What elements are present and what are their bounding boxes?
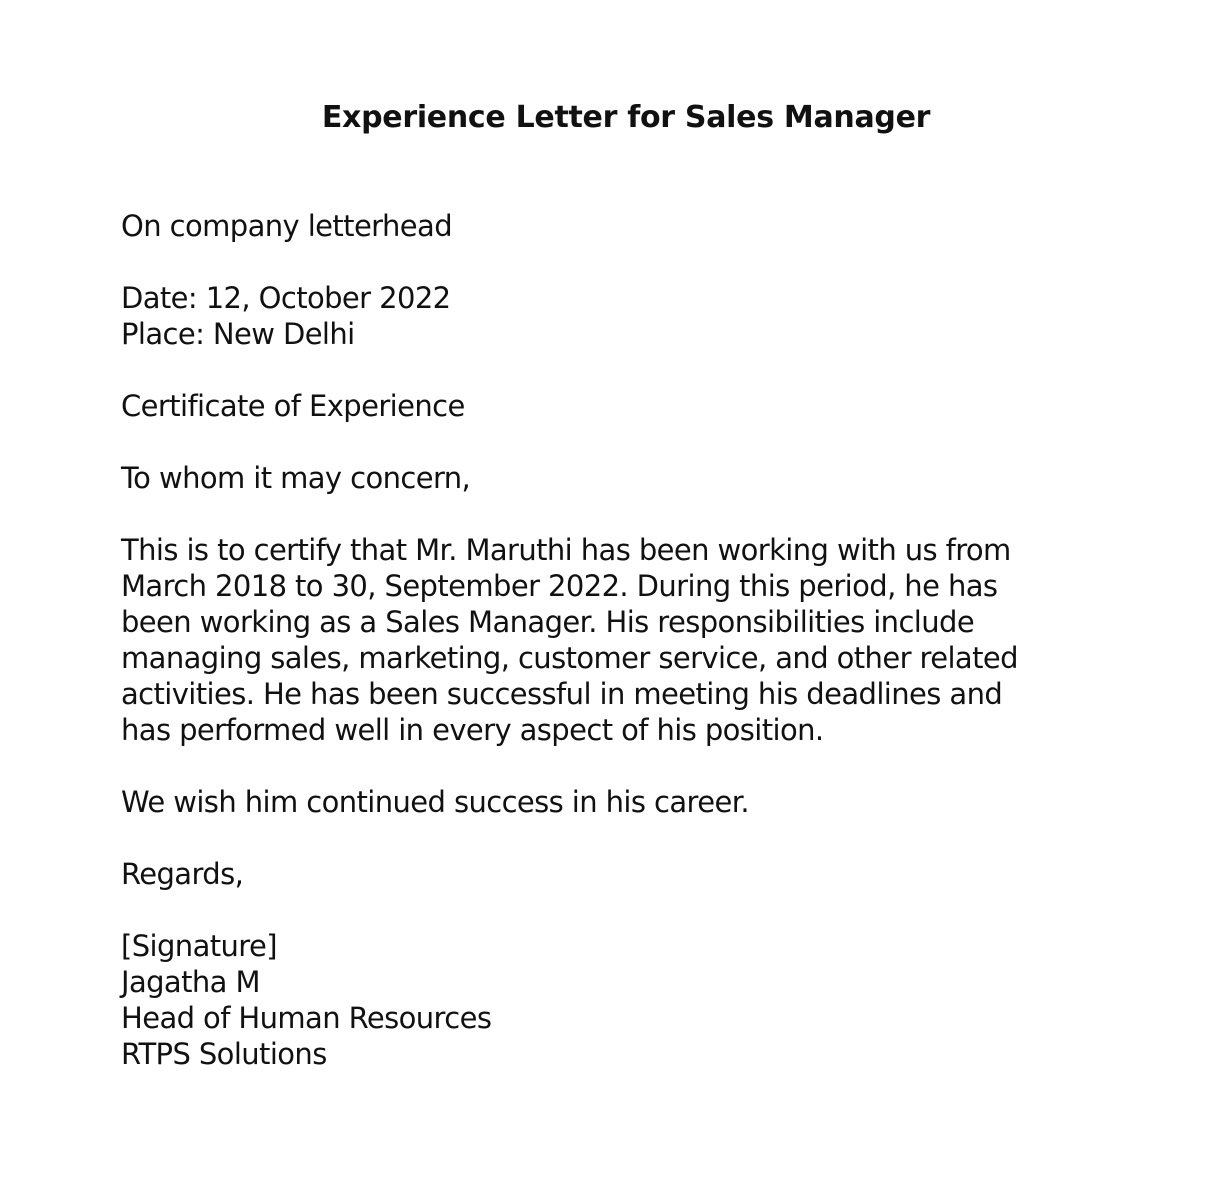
body-line: has performed well in every aspect of his position.: [121, 713, 824, 747]
company-name: RTPS Solutions: [121, 1037, 327, 1071]
letter-title: Experience Letter for Sales Manager: [321, 100, 931, 135]
signatory-title: Head of Human Resources: [121, 1001, 492, 1035]
body-line: been working as a Sales Manager. His responsibilities include: [121, 605, 975, 639]
signature-placeholder: [Signature]: [121, 929, 277, 963]
letter-place: Place: New Delhi: [121, 317, 355, 351]
body-line: This is to certify that Mr. Maruthi has been working with us from: [121, 533, 1011, 567]
body-line: March 2018 to 30, September 2022. During this period, he has: [121, 569, 998, 603]
signatory-name: Jagatha M: [121, 965, 260, 999]
body-line: activities. He has been successful in meeting his deadlines and: [121, 677, 1003, 711]
closing-wish: We wish him continued success in his career.: [121, 785, 749, 819]
letterhead-note: On company letterhead: [121, 209, 452, 243]
letter-salutation: To whom it may concern,: [121, 461, 471, 495]
body-line: managing sales, marketing, customer service, and other related: [121, 641, 1018, 675]
letter-closing: Regards,: [121, 857, 244, 891]
letter-subject: Certificate of Experience: [121, 389, 465, 423]
letter-body-paragraph: [121, 532, 1111, 748]
letter-date: Date: 12, October 2022: [121, 281, 451, 315]
